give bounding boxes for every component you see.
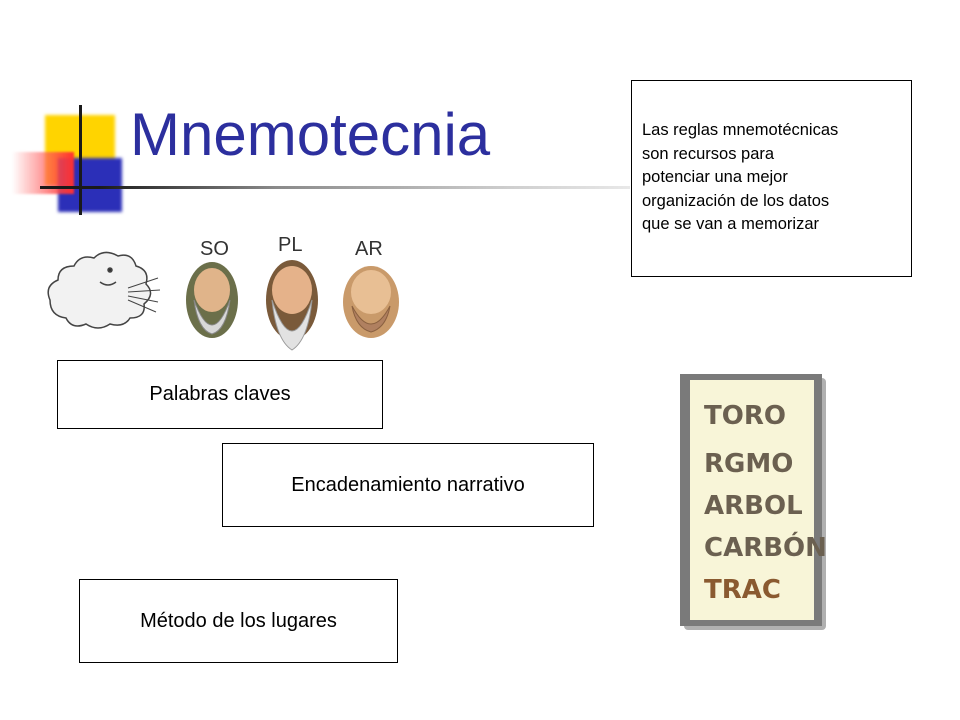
note-line: que se van a memorizar [642,215,819,233]
word-toro: TORO [704,401,786,431]
label-pl: PL [278,234,303,256]
label-ar: AR [355,238,383,260]
socrates-icon [186,262,238,338]
label-so: SO [200,238,229,260]
word-arbol: ARBOL [704,491,803,521]
decor-horizontal-line [40,186,630,189]
word-card-image [680,372,830,634]
slide-title: Mnemotecnia [130,101,491,168]
decor-vertical-line [79,105,82,215]
box-palabras-claves: Palabras claves [57,360,383,429]
word-rgmo: RGMO [704,449,794,479]
word-carbon: CARBÓN [704,533,827,563]
word-trac: TRAC [704,575,781,605]
box-encadenamiento-narrativo: Encadenamiento narrativo [222,443,594,527]
note-line: Las reglas mnemotécnicas [642,121,839,139]
cloud-icon [48,252,160,328]
definition-note [631,80,912,277]
note-line: potenciar una mejor [642,168,788,186]
philosophers-illustration [40,230,420,355]
box-metodo-lugares: Método de los lugares [79,579,398,663]
aristotle-icon [343,266,399,338]
plato-icon [266,260,318,350]
note-line: organización de los datos [642,191,830,210]
note-line: son recursos para [642,144,775,163]
